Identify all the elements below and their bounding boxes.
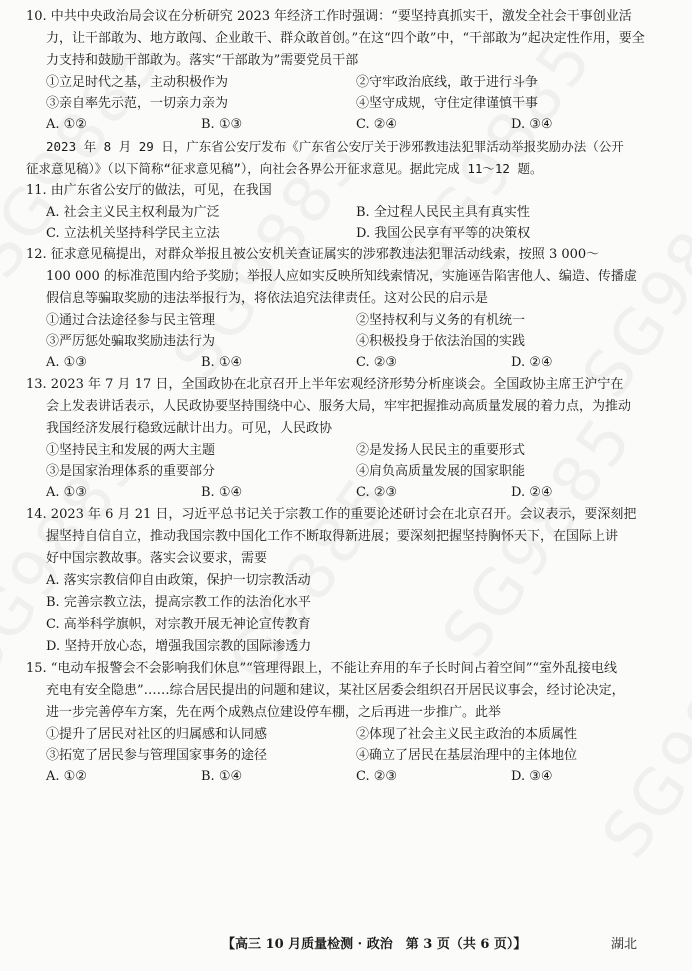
option-d: D. 我国公民享有平等的决策权 [356,226,531,241]
option-row [26,724,666,745]
answer-b: B. ①③ [201,117,243,132]
question-15 [26,658,666,788]
option-1: ①提升了居民对社区的归属感和认同感 [46,727,268,742]
answer-b: B. ①④ [201,769,243,784]
footer-region: 湖北 [611,937,638,952]
answer-a: A. ①② [46,769,87,784]
answer-d: D. ③④ [511,769,553,784]
question-stem-line: 会上发表讲话表示，人民政协要坚持围绕中心、服务大局，牢牢把握推动高质量发展的着力点，为推动 [46,399,632,414]
option-2: ②是发扬人民民主的重要形式 [356,443,526,458]
option-c: C. 高举科学旗帜，对宗教开展无神论宣传教育 [46,617,311,632]
answer-c: C. ②③ [356,769,398,784]
option-row [26,745,666,766]
question-stem-line: 100 000 的标准范围内给予奖励；举报人应如实反映所知线索情况，实施诬告陷害他人、编造、传播虚 [46,269,637,284]
option-row [26,461,666,482]
question-stem-line: 10. 中共中央政治局会议在分析研究 2023 年经济工作时强调：“要坚持真抓实干，激发全社会干事创业活 [26,9,632,24]
answer-row [26,766,666,788]
option-row [26,223,666,244]
option-b: B. 全过程人民民主具有真实性 [356,205,530,220]
answer-c: C. ②③ [356,485,398,500]
option-2: ②体现了社会主义民主政治的本质属性 [356,727,578,742]
option-4: ④肩负高质量发展的国家职能 [356,464,526,479]
option-a: A. 社会主义民主权利最为广泛 [46,205,220,220]
question-12 [26,244,666,374]
answer-b: B. ①④ [201,485,243,500]
option-2: ②守牢政治底线，敢于进行斗争 [356,75,539,90]
option-4: ④确立了居民在基层治理中的主体地位 [356,748,578,763]
answer-d: D. ③④ [511,117,553,132]
option-c: C. 立法机关坚持科学民主立法 [46,226,220,241]
option-a: A. 落实宗教信仰自由政策，保护一切宗教活动 [46,573,311,588]
question-13 [26,374,666,504]
answer-a: A. ①② [46,117,87,132]
question-stem-line: 握坚持自信自立，推动我国宗教中国化工作不断取得新进展；要深刻把握坚持胸怀天下，在国际上讲 [46,529,619,544]
question-stem-line: 力支持和鼓励干部敢为。落实“干部敢为”需要党员干部 [46,53,359,68]
option-1: ①通过合法途径参与民主管理 [46,313,216,328]
intro-line: 征求意见稿）》（以下简称“征求意见稿”），向社会各界公开征求意见。据此完成 11～12 题。 [26,161,543,176]
footer-title: 【高三 10 月质量检测 · 政治 第 3 页（共 6 页）】 [222,937,527,952]
option-3: ③是国家治理体系的重要部分 [46,464,216,479]
question-stem-line: 11. 由广东省公安厅的做法，可见，在我国 [26,183,272,198]
option-3: ③亲自率先示范，一切亲力亲为 [46,96,229,111]
option-1: ①坚持民主和发展的两大主题 [46,443,216,458]
question-stem-line: 充电有安全隐患”……综合居民提出的问题和建议，某社区居委会组织召开居民议事会，经讨论决定， [46,683,625,698]
answer-c: C. ②③ [356,355,398,370]
option-1: ①立足时代之基，主动积极作为 [46,75,229,90]
option-3: ③拓宽了居民参与管理国家事务的途径 [46,748,268,763]
question-stem-line: 12. 征求意见稿提出，对群众举报且被公安机关查证属实的涉邪教违法犯罪活动线索，按照 3 000～ [26,247,600,262]
question-14 [26,504,666,658]
intro-line: 2023 年 8 月 29 日，广东省公安厅发布《广东省公安厅关于涉邪教违法犯罪活动举报奖励办法（公开 [46,139,624,154]
option-row [26,331,666,352]
question-list [26,6,666,788]
option-row [26,202,666,223]
question-stem-line: 我国经济发展行稳致远献计出力。可见，人民政协 [46,421,333,436]
question-stem-line: 进一步完善停车方案，先在两个成熟点位建设停车棚，之后再进一步推广。此举 [46,705,502,720]
question-stem-line: 假信息等骗取奖励的违法举报行为，将依法追究法律责任。这对公民的启示是 [46,291,489,306]
question-11 [26,180,666,244]
question-10 [26,6,666,136]
answer-row [26,482,666,504]
answer-b: B. ①④ [201,355,243,370]
answer-row [26,352,666,374]
option-row [26,93,666,114]
option-row [26,310,666,331]
option-b: B. 完善宗教立法，提高宗教工作的法治化水平 [46,595,311,610]
question-stem-line: 14. 2023 年 6 月 21 日，习近平总书记关于宗教工作的重要论述研讨会在北京召开。会议表示，要深刻把 [26,507,637,522]
option-d: D. 坚持开放心态，增强我国宗教的国际渗透力 [46,639,312,654]
answer-a: A. ①③ [46,485,87,500]
answer-row [26,114,666,136]
question-stem-line: 13. 2023 年 7 月 17 日，全国政协在北京召开上半年宏观经济形势分析座谈会。全国政协主席王沪宁在 [26,377,624,392]
option-4: ④坚守成规，守住定律谨慎干事 [356,96,539,111]
option-4: ④积极投身于依法治国的实践 [356,334,526,349]
intro-passage [26,136,666,180]
question-stem-line: 15. “电动车报警会不会影响我们休息”“管理得跟上，不能让弃用的车子长时间占着空间”“室外乱接电线 [26,661,618,676]
answer-a: A. ①③ [46,355,87,370]
answer-d: D. ②④ [511,485,553,500]
answer-d: D. ②④ [511,355,553,370]
option-row [26,440,666,461]
answer-c: C. ②④ [356,117,398,132]
option-row [26,72,666,93]
question-stem-line: 好中国宗教故事。落实会议要求，需要 [46,551,268,566]
option-3: ③严厉惩处骗取奖励违法行为 [46,334,216,349]
option-2: ②坚持权利与义务的有机统一 [356,313,526,328]
question-stem-line: 力，让干部敢为、地方敢闯、企业敢干、群众敢首创。”在这“四个敢”中，“干部敢为”起决定性作用，要全 [46,31,645,46]
